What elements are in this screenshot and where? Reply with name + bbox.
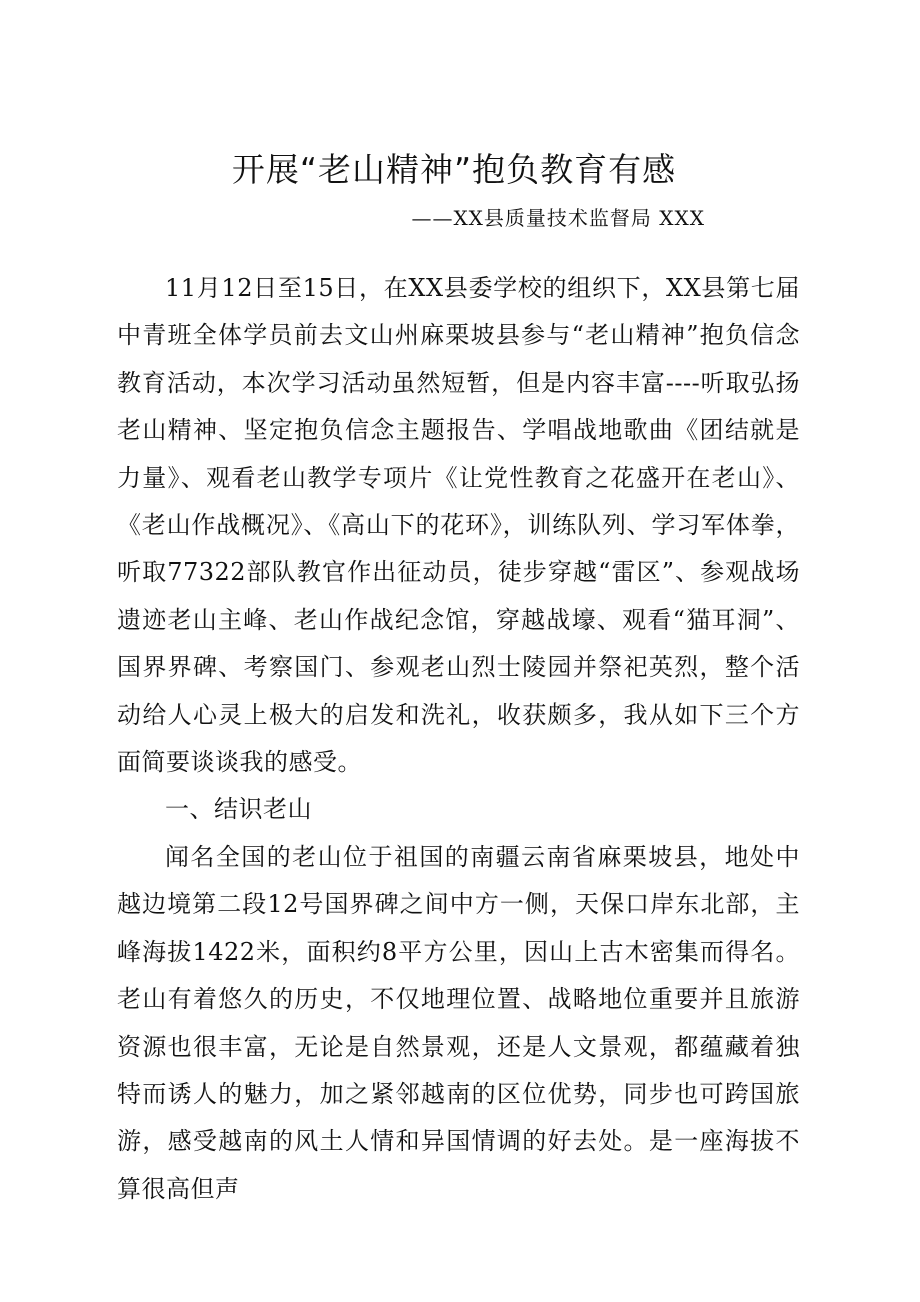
paragraph: 11月12日至15日，在XX县委学校的组织下，XX县第七届中青班全体学员前去文山州麻栗坡县参与“老山精神”抱负信念教育活动，本次学习活动虽然短暂，但是内容丰富----听取弘扬老山精神、坚定抱负信念主题报告、学唱战地歌曲《团结就是力量》、观看老山教学专项片《让党性教育之花盛开在老山》、《老山作战概况》、《高山下的花环》，训练队列、学习军体拳，听取77322部队教官作出征动员，徒步穿越“雷区”、参观战场遗迹老山主峰、老山作战纪念馆，穿越战壕、观看“猫耳洞”、国界界碑、考察国门、参观老山烈士陵园并祭祀英烈，整个活动给人心灵上极大的启发和洗礼，收获颇多，我从如下三个方面简要谈谈我的感受。 (117, 274, 800, 777)
document-body (117, 265, 800, 1213)
byline: ——XX县质量技术监督局 XXX (411, 206, 705, 230)
section-heading: 一、结识老山 (165, 795, 312, 824)
paragraph: 闻名全国的老山位于祖国的南疆云南省麻栗坡县，地处中越边境第二段12号国界碑之间中方一侧，天保口岸东北部，主峰海拔1422米，面积约8平方公里，因山上古木密集而得名。老山有着悠久的历史，不仅地理位置、战略地位重要并且旅游资源也很丰富，无论是自然景观，还是人文景观，都蕴藏着独特而诱人的魅力，加之紧邻越南的区位优势，同步也可跨国旅游，感受越南的风土人情和异国情调的好去处。是一座海拔不算很高但声 (117, 842, 800, 1203)
page-title: 开展“老山精神”抱负教育有感 (231, 150, 677, 189)
